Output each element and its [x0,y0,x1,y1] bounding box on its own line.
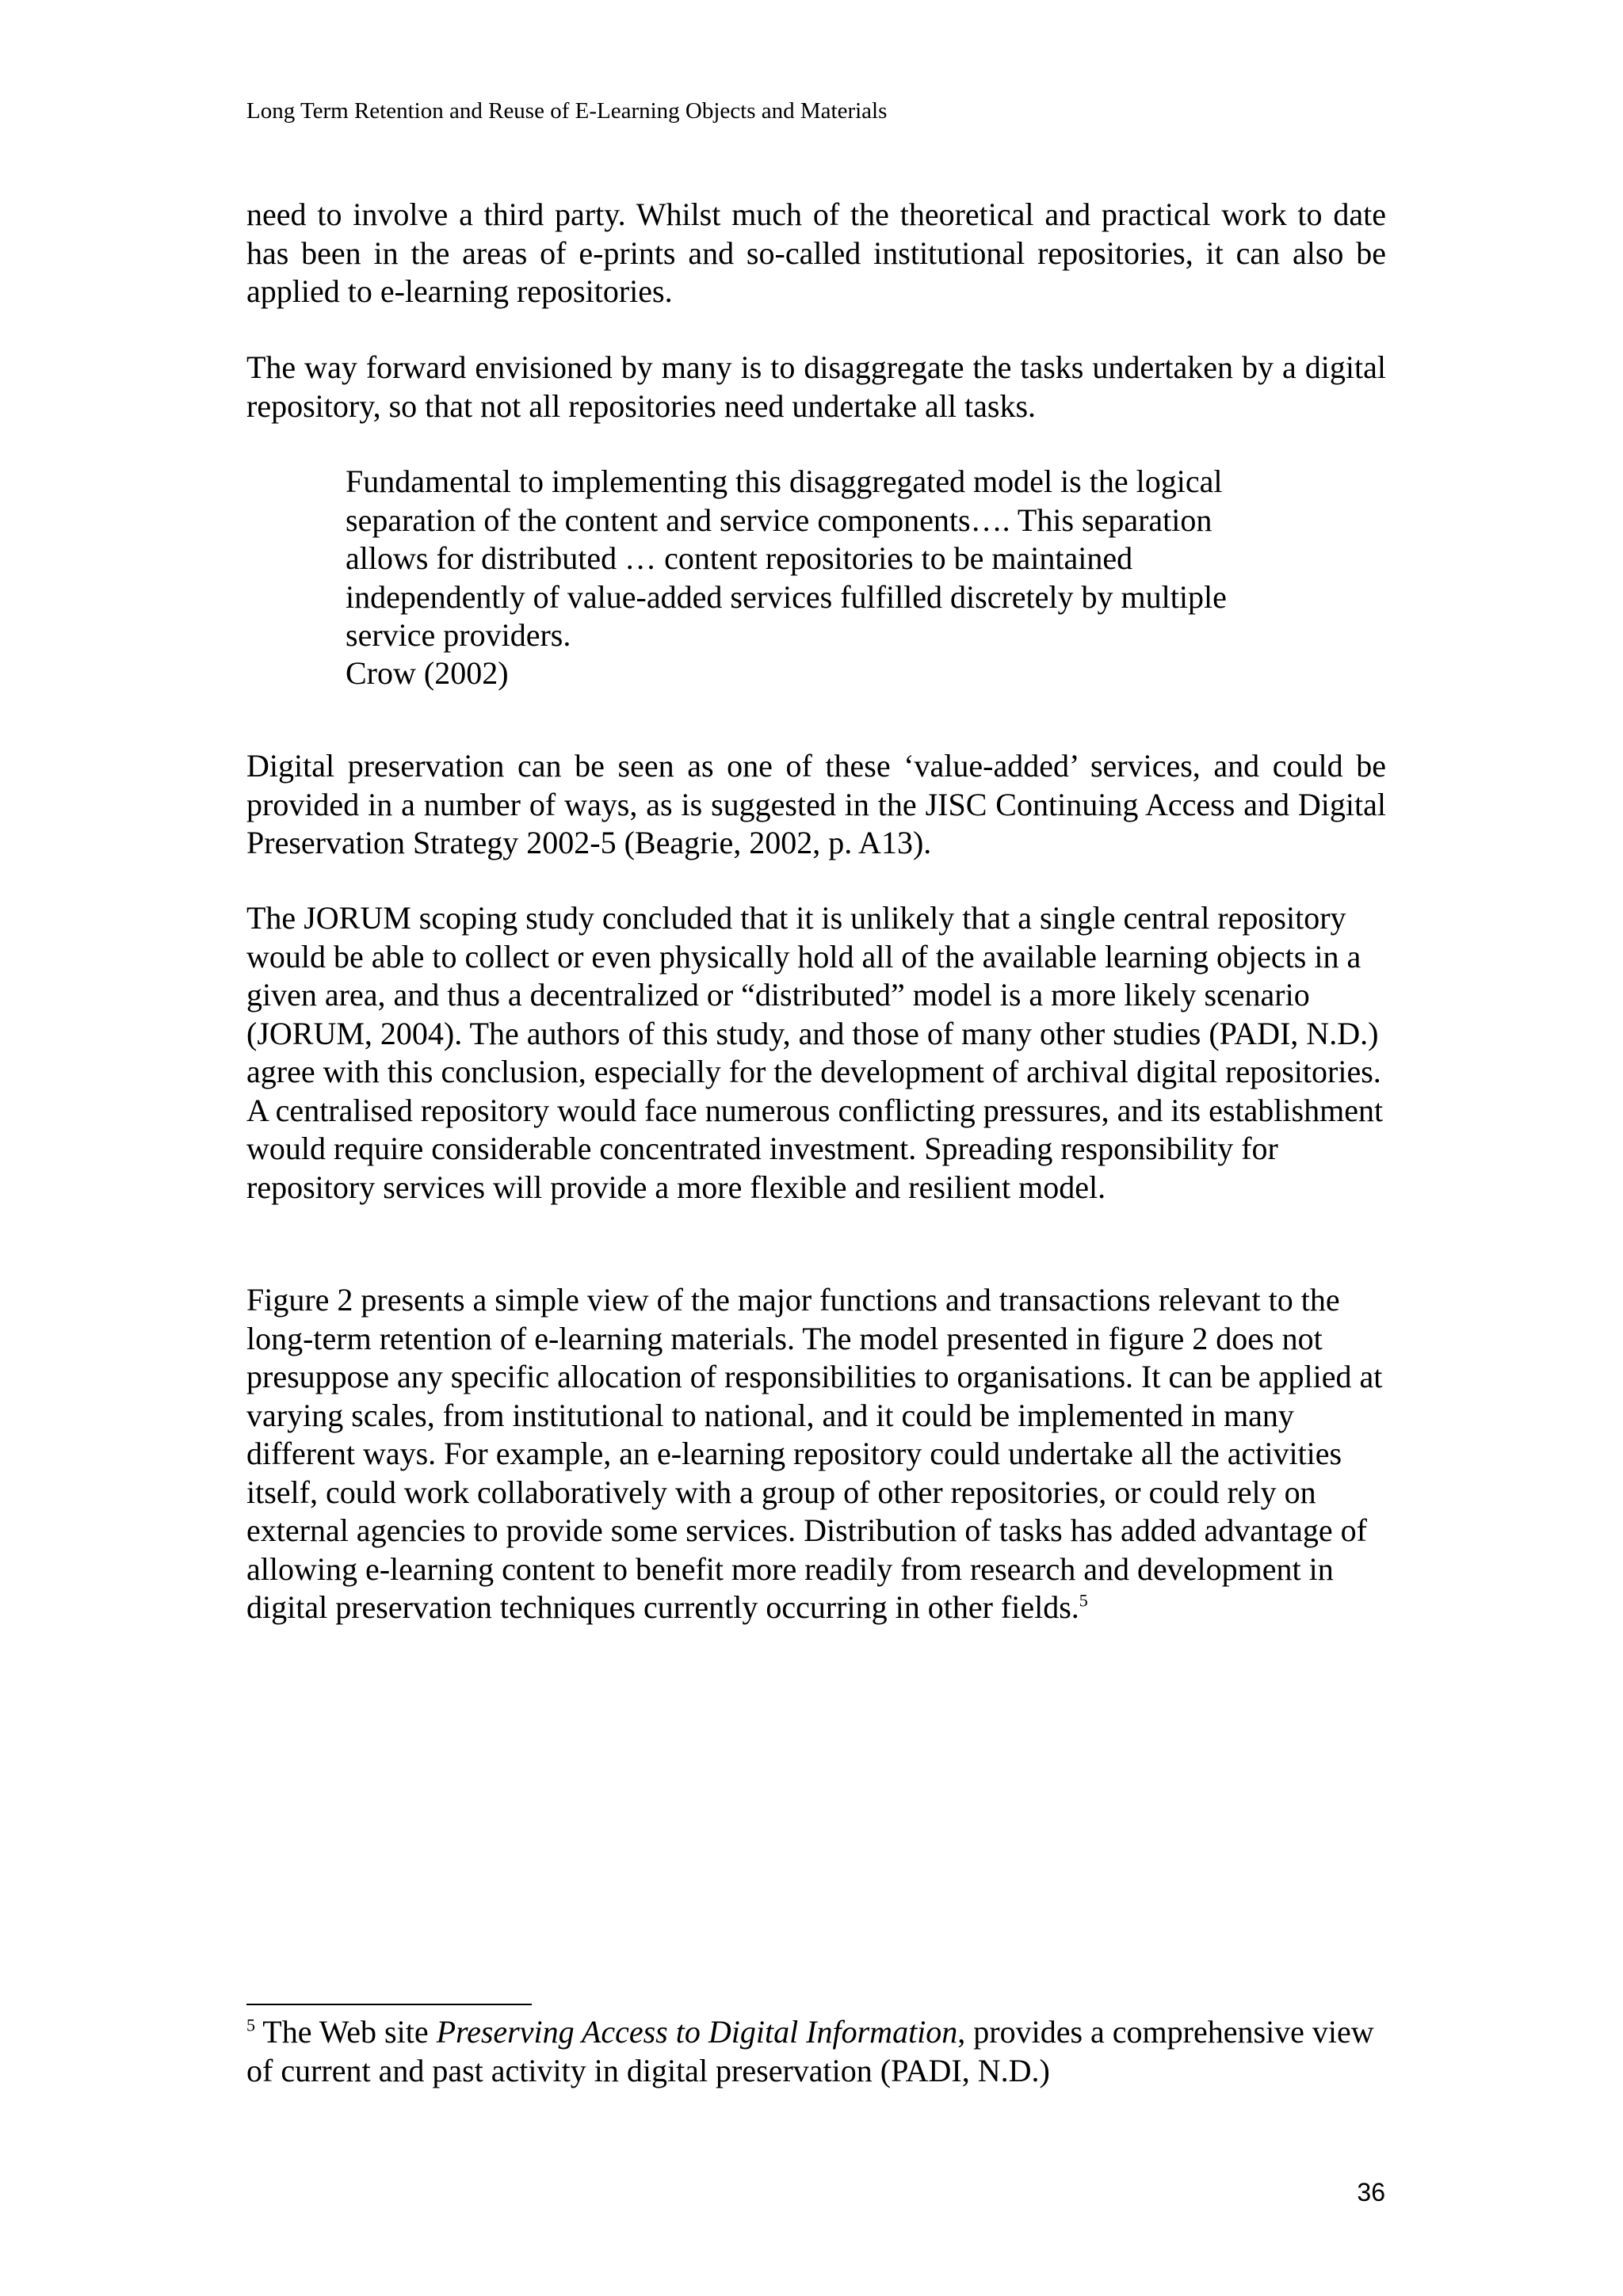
footnote-text-before: The Web site [255,2014,437,2050]
quote-citation: Crow (2002) [346,655,509,691]
paragraph-3: Digital preservation can be seen as one of these ‘value-added’ services, and could be provided in a number of ways, as is suggested in the JISC Continuing Access and Digital Preservation Strategy 2002-5 (Beagrie, 2002, p. A13). [246,748,1386,860]
paragraph-2: The way forward envisioned by many is to disaggregate the tasks undertaken by a digital repository, so that not all repositories need undertake all tasks. [246,349,1386,424]
paragraph-1: need to involve a third party. Whilst much of the theoretical and practical work to date has been in the areas of e-prints and so-called institutional repositories, it can also be applied to e-learning repositories. [246,196,1386,309]
running-header: Long Term Retention and Reuse of E-Learning Objects and Materials [246,98,888,124]
footnote-site-title: Preserving Access to Digital Information [436,2014,958,2050]
page-number: 36 [1357,2178,1385,2206]
footnote [246,2013,1386,2090]
footnote-number: 5 [246,2015,255,2035]
paragraph-4: The JORUM scoping study concluded that it is unlikely that a single central repository would be able to collect or even physically hold all of the available learning objects in a given area, and thus a decentralized or “distributed” model is a more likely scenario (JORUM, 2004). The authors of this study, and those of many other studies (PADI, N.D.) agree with this conclusion, especially for the development of archival digital repositories. A centralised repository would face numerous conflicting pressures, and its establishment would require considerable concentrated investment. Spreading responsibility for repository services will provide a more flexible and resilient model. [246,900,1384,1205]
paragraph-5 [246,1281,1386,1627]
footnote-text-after: , provides a comprehensive view of current and past activity in digital preservation (PADI, N.D.) [246,2014,1374,2088]
footnote-separator [246,2004,532,2005]
footnote-reference: 5 [1079,1590,1088,1611]
paragraph-5-text: Figure 2 presents a simple view of the major functions and transactions relevant to the long-term retention of e-learning materials. The model presented in figure 2 does not presuppose any specific allocation of responsibilities to organisations. It can be applied at varying scales, from institutional to national, and it could be implemented in many different ways. For example, an e-learning repository could undertake all the activities itself, could work collaboratively with a group of other repositories, or could rely on external agencies to provide some services. Distribution of tasks has added advantage of allowing e-learning content to benefit more readily from research and development in digital preservation techniques currently occurring in other fields. [246,1282,1383,1625]
block-quote: Fundamental to implementing this disaggregated model is the logical separation of the content and service components…. This separation allows for distributed … content repositories to be maintained independently of value-added services fulfilled discretely by multiple service providers. [346,463,1227,653]
